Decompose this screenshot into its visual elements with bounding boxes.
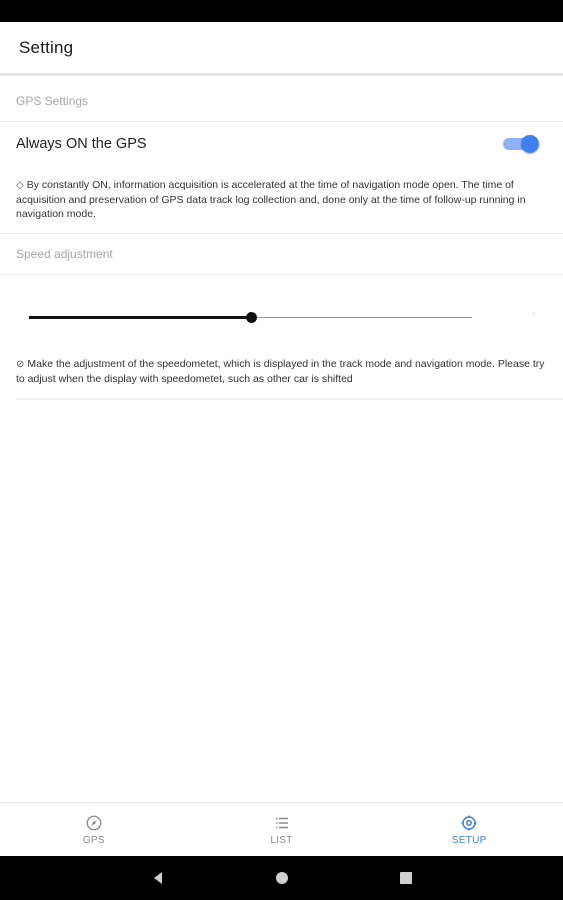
settings-icon (460, 814, 478, 832)
system-navigation-bar (0, 856, 563, 900)
home-icon (275, 871, 289, 885)
section-divider (16, 398, 563, 400)
always-on-gps-switch[interactable] (503, 134, 537, 154)
nav-item-setup[interactable] (375, 803, 563, 856)
switch-thumb[interactable] (521, 135, 539, 153)
nav-label-list: LIST (270, 834, 293, 846)
speedometer-icon: ⊘ (16, 359, 25, 370)
nav-item-gps[interactable] (0, 803, 188, 856)
always-on-gps-label: Always ON the GPS (16, 136, 147, 152)
back-icon (151, 871, 165, 885)
recents-button[interactable] (394, 866, 418, 890)
nav-item-list[interactable] (188, 803, 376, 856)
speed-note-text: Make the adjustment of the speedometet, which is displayed in the track mode and navigation mode. Please try to adjust when the display with speedometet, such as other car is shifted (16, 358, 545, 385)
bottom-navigation (0, 802, 563, 856)
gps-note-text: By constantly ON, information acquisition is accelerated at the time of navigation mode open. The time of acquisition and preservation of GPS data track log collection and, done only at the time of follow-up running in navigation mode. (16, 179, 526, 220)
slider-fill (29, 316, 251, 319)
speed-slider[interactable] (0, 272, 563, 352)
nav-label-setup: SETUP (451, 834, 487, 846)
slider-value: · (532, 308, 535, 318)
back-button[interactable] (146, 866, 170, 890)
recents-icon (399, 871, 413, 885)
list-icon (273, 814, 291, 832)
app-bar (0, 22, 563, 76)
slider-thumb[interactable] (246, 312, 257, 323)
status-bar (0, 0, 563, 22)
home-button[interactable] (270, 866, 294, 890)
speed-note (16, 357, 552, 386)
gps-settings-header: GPS Settings (0, 80, 563, 122)
page-title: Setting (19, 37, 74, 57)
gps-note (16, 178, 552, 221)
nav-label-gps: GPS (82, 834, 105, 846)
speed-adjustment-header: Speed adjustment (0, 233, 563, 275)
compass-icon (85, 814, 103, 832)
always-on-gps-row[interactable] (0, 122, 563, 166)
diamond-icon: ◇ (16, 180, 24, 191)
